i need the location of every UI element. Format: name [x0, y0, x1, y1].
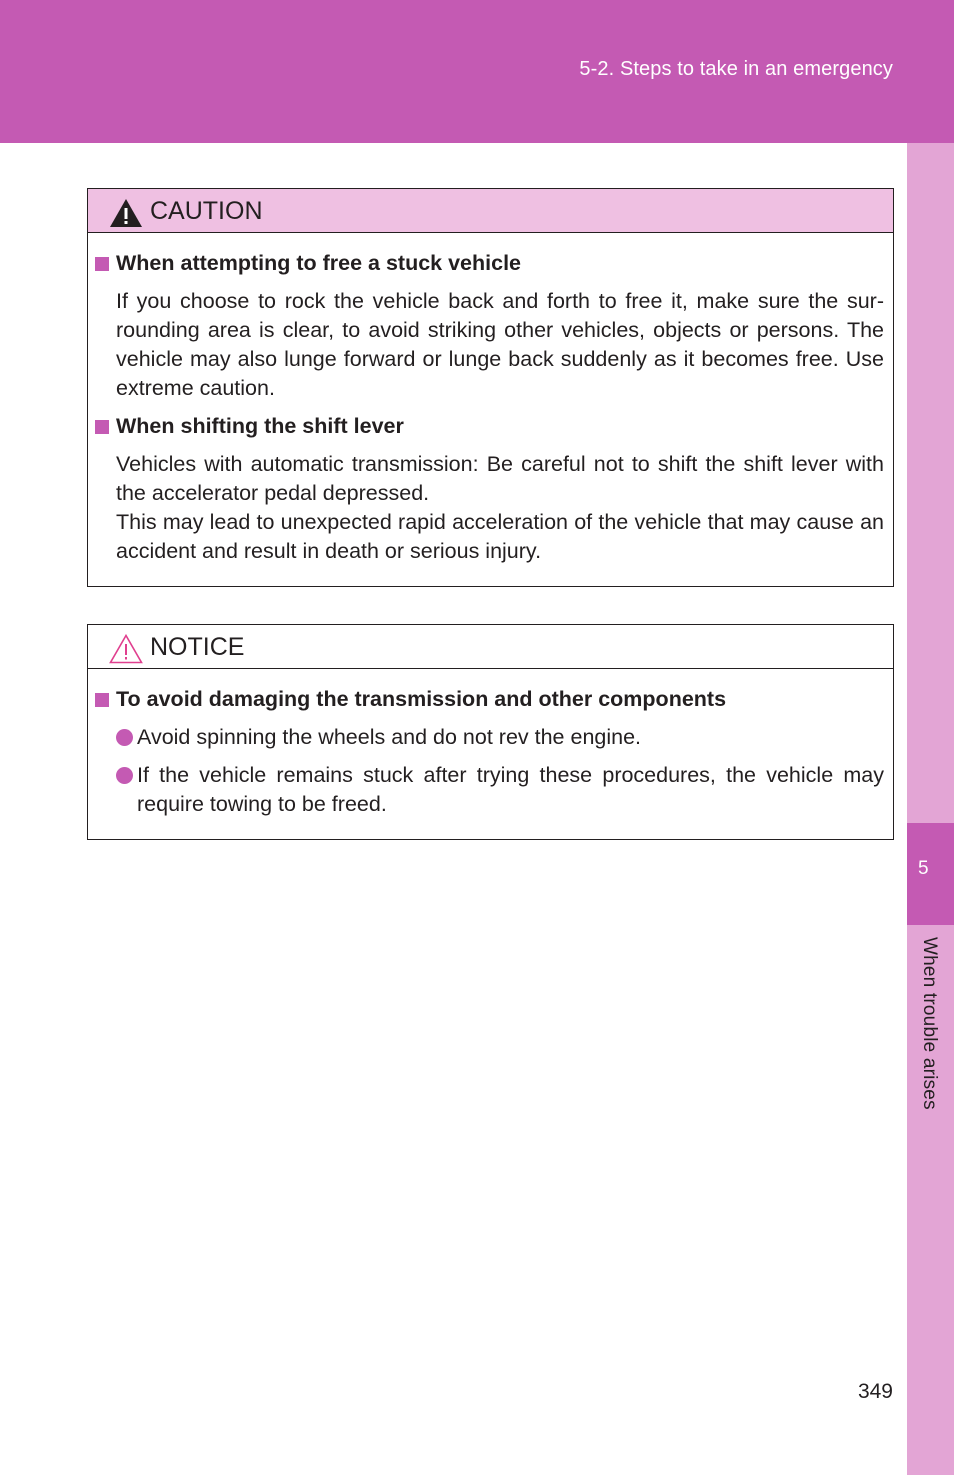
section-title-text: When attempting to free a stuck vehicle — [116, 251, 522, 275]
side-tab — [907, 143, 954, 1475]
square-bullet-icon — [95, 420, 109, 434]
list-item-text: If the vehicle remains stuck after trying these procedures, the vehicle may require towing to be freed. — [137, 763, 884, 816]
caution-paragraph: This may lead to unexpected rapid acceleration of the vehicle that may cause an accident and result in death or serious injury. — [116, 510, 884, 563]
warning-triangle-icon — [109, 198, 143, 233]
list-item — [116, 761, 884, 819]
header-bar — [0, 0, 954, 143]
notice-section-title — [95, 685, 884, 714]
notice-body — [88, 669, 893, 839]
list-item-text: Avoid spinning the wheels and do not rev the engine. — [137, 725, 642, 749]
notice-label: NOTICE — [150, 633, 245, 661]
section-title-text: When shifting the shift lever — [116, 414, 404, 438]
circle-bullet-icon — [116, 767, 133, 784]
section-title: 5-2. Steps to take in an emergency — [579, 58, 893, 80]
notice-header — [88, 625, 893, 669]
caution-header — [88, 189, 893, 233]
caution-section-title — [95, 249, 884, 278]
page-number: 349 — [857, 1380, 893, 1403]
caution-section-title — [95, 412, 884, 441]
warning-triangle-outline-icon — [109, 634, 143, 669]
square-bullet-icon — [95, 257, 109, 271]
caution-label: CAUTION — [150, 197, 263, 225]
list-item — [116, 723, 884, 752]
caution-paragraph: If you choose to rock the vehicle back and forth to free it, make sure the sur-rounding area is clear, to avoid striking other vehicles, objects or persons. The vehicle may also lunge forward or lunge back suddenly as it becomes free. Use extreme caution. — [116, 289, 884, 400]
square-bullet-icon — [95, 693, 109, 707]
caution-box — [87, 188, 894, 587]
chapter-number: 5 — [918, 858, 929, 879]
circle-bullet-icon — [116, 729, 133, 746]
caution-body — [88, 233, 893, 586]
section-title-text: To avoid damaging the transmission and other components — [116, 687, 727, 711]
chapter-box — [907, 823, 954, 925]
notice-box — [87, 624, 894, 840]
chapter-title: When trouble arises — [919, 937, 940, 1110]
caution-paragraph: Vehicles with automatic transmission: Be careful not to shift the shift lever with the accelerator pedal depressed. — [116, 452, 884, 505]
